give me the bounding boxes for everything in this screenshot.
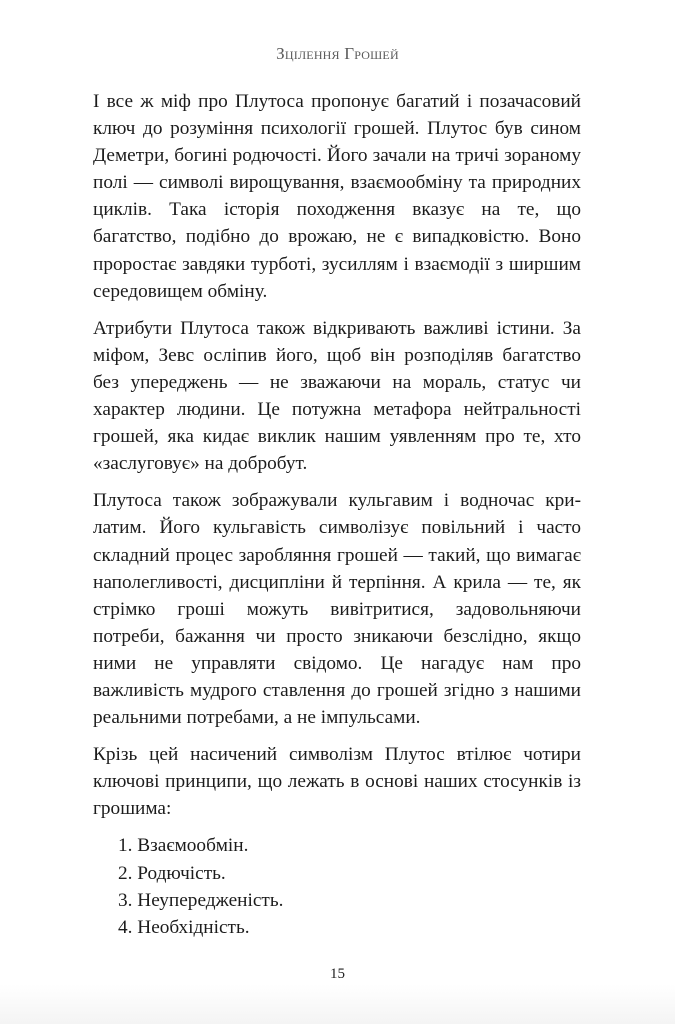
list-item: 1. Взаємообмін. [118,835,249,857]
paragraph-four-principles-intro: Крізь цей насичений символізм Плутос втілює чотири ключові принципи, що лежать в основі наших стосунків із грошима: [93,744,581,820]
principles-list [93,832,581,941]
list-item: 3. Неупередженість. [118,890,284,912]
list-item: 2. Родючість. [118,862,226,884]
list-item: 4. Необхідність. [118,917,250,939]
paragraph-plutus-lame-winged: Плутоса також зображували кульгавим і водночас крилатим. Його кульгавість символізує повільний і часто складний процес заробляння грошей — такий, що вимагає наполегливості, дисципліни й терпіння. А крила — те, як стрімко гроші можуть вивітритися, задовольняючи потреби, бажання чи просто зникаючи безслідно, якщо ними не управляти свідомо. Це нагадує нам про важливість мудрого ставлення до грошей згідно з нашими реальними потребами, а не імпульсами. [93,490,581,729]
page-number: 15 [330,966,345,982]
body-text [93,88,581,942]
paragraph-plutus-origin: І все ж міф про Плутоса пропонує багатий і позачасовий ключ до розуміння психології грошей. Плутос був сином Деметри, богині родючості. Його зачали на тричі зораному полі — символі вирощування, взаємообміну та природних циклів. Така історія походження вказує на те, що багатство, подібно до врожаю, не є випадковістю. Воно проростає завдяки турботі, зусиллям і взаємодії з ширшим середовищем обміну. [93,91,581,302]
paragraph-plutus-attributes: Атрибути Плутоса також відкривають важливі істини. За міфом, Зевс осліпив його, щоб він розподіляв багатство без упереджень — не зважаючи на мораль, статус чи характер людини. Це потужна метафора нейтральності грошей, яка кидає виклик нашим уявленням про те, хто «заслуговує» на добробут. [93,317,581,475]
running-header: Зцілення Грошей [276,44,399,63]
